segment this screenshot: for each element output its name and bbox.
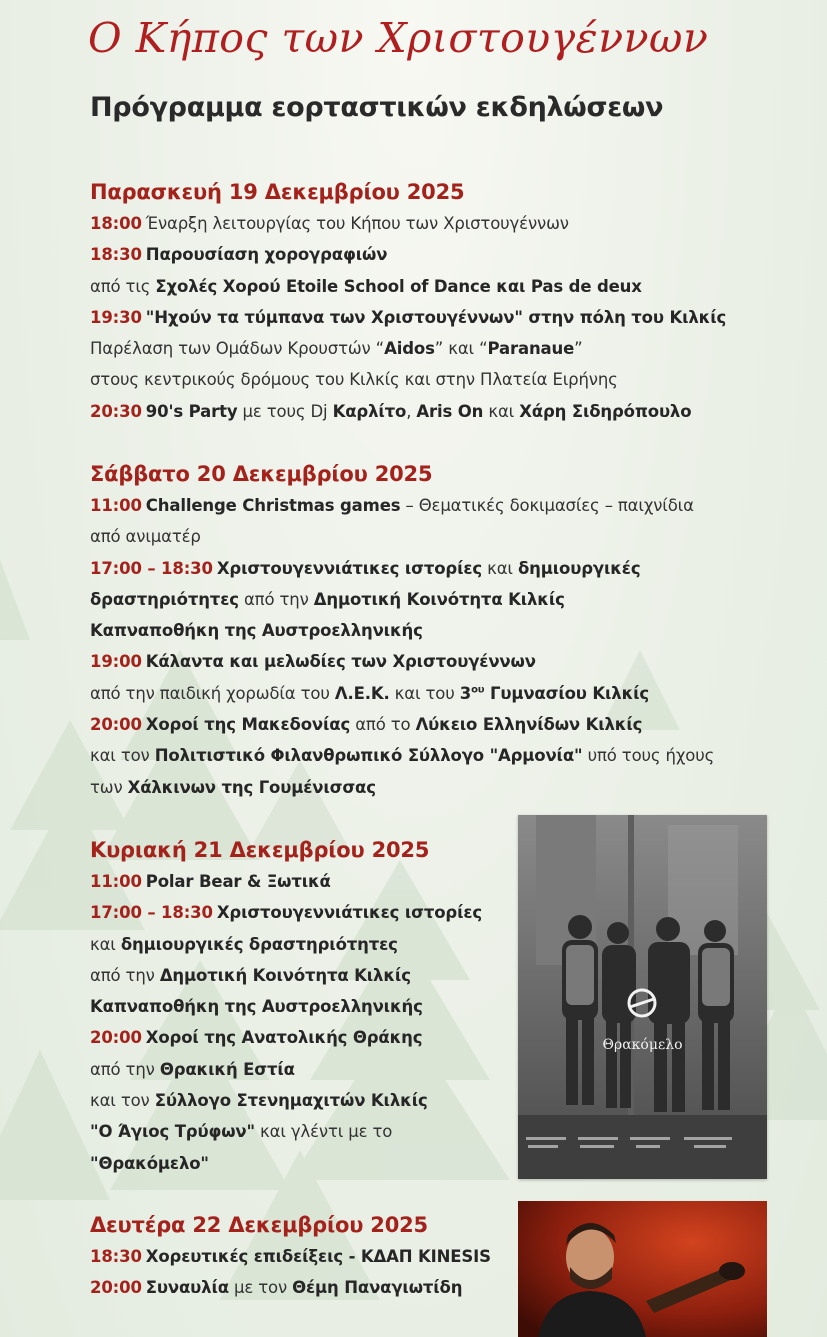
singer-photo-illustration	[518, 1201, 767, 1337]
event-time: 11:00	[90, 872, 142, 891]
event-text: Λ.Ε.Κ.	[334, 683, 390, 703]
event-text: Aris On	[416, 401, 484, 421]
event-text: Χορευτικές επιδείξεις - ΚΔΑΠ KINESIS	[145, 1247, 491, 1266]
event-text: από το	[350, 715, 416, 735]
event-text: και	[482, 558, 518, 578]
event-line	[90, 490, 714, 521]
day-section-saturday	[90, 459, 714, 803]
day-title: Κυριακή 21 Δεκεμβρίου 2025	[90, 838, 430, 862]
event-text: Δημοτική Κοινότητα Κιλκίς	[313, 589, 565, 609]
event-time: 17:00 – 18:30	[90, 558, 213, 578]
event-line	[90, 1272, 491, 1303]
event-text: Δημοτική Κοινότητα Κιλκίς	[159, 965, 411, 985]
event-text: ,	[406, 401, 417, 421]
event-line	[90, 364, 726, 395]
event-text: στους κεντρικούς δρόμους του Κιλκίς και στην Πλατεία Ειρήνης	[90, 370, 618, 390]
event-text: Γυμνασίου Κιλκίς	[484, 683, 650, 703]
event-text: Καπναποθήκη της Αυστροελληνικής	[90, 621, 423, 641]
event-line	[90, 646, 714, 677]
band-poster-image	[518, 815, 767, 1179]
event-text: Polar Bear & Ξωτικά	[145, 872, 331, 891]
event-text: και τον	[90, 1091, 155, 1111]
event-text: Θρακική Εστία	[159, 1059, 295, 1079]
event-line	[90, 396, 726, 427]
event-time: 18:30	[90, 1247, 142, 1266]
event-text: από την	[90, 1059, 160, 1079]
event-text: Paranaue	[487, 339, 575, 359]
day-section-friday	[90, 177, 726, 427]
event-line	[90, 897, 482, 928]
event-line	[90, 333, 726, 364]
event-time: 17:00 – 18:30	[90, 903, 213, 923]
event-line	[90, 1241, 491, 1272]
event-text: από ανιματέρ	[90, 527, 201, 547]
event-line	[90, 740, 714, 771]
event-line	[90, 866, 482, 897]
day-section-monday	[90, 1210, 491, 1304]
event-time: 20:00	[90, 715, 142, 735]
event-line	[90, 584, 714, 615]
event-time: 19:00	[90, 652, 142, 672]
event-line	[90, 615, 714, 646]
event-text: υπό τους ήχους	[582, 746, 715, 766]
event-text: των	[90, 777, 128, 797]
event-line	[90, 1116, 482, 1147]
event-text: από την παιδική χορωδία του	[90, 683, 335, 703]
event-line	[90, 772, 714, 803]
event-line	[90, 991, 482, 1022]
event-text: ”	[574, 339, 583, 359]
event-line	[90, 709, 714, 740]
event-text: Παρέλαση των Ομάδων Κρουστών “	[90, 339, 385, 359]
event-line	[90, 553, 714, 584]
event-text: Χάρη Σιδηρόπουλο	[519, 401, 692, 421]
event-text: Σχολές Χορού Etoile School of Dance και Pas de deux	[155, 276, 642, 296]
event-text: και	[90, 934, 121, 954]
event-text: δημιουργικές	[517, 558, 641, 578]
event-text: 3	[459, 683, 472, 703]
event-line	[90, 302, 726, 333]
event-text: και	[483, 401, 520, 421]
event-text: με τους Dj	[237, 401, 333, 421]
event-text: Θέμη Παναγιωτίδη	[292, 1278, 463, 1298]
event-time: 20:00	[90, 1028, 142, 1048]
event-text: "Θρακόμελο"	[90, 1153, 209, 1173]
event-text: και τον	[90, 746, 155, 766]
event-line	[90, 521, 714, 552]
event-text: Χοροί της Ανατολικής Θράκης	[145, 1028, 423, 1048]
event-text: Aidos	[384, 339, 435, 359]
day-title: Σάββατο 20 Δεκεμβρίου 2025	[90, 462, 433, 486]
event-text: Έναρξη λειτουργίας του Κήπου των Χριστουγέννων	[145, 214, 569, 233]
event-text: Σύλλογο Στενημαχιτών Κιλκίς	[154, 1091, 428, 1111]
event-text: Πολιτιστικό Φιλανθρωπικό Σύλλογο "Αρμονία"	[154, 746, 583, 766]
event-text: από τις	[90, 276, 156, 296]
event-line	[90, 1085, 482, 1116]
event-line	[90, 960, 482, 991]
day-section-sunday	[90, 835, 482, 1179]
event-text: Χάλκινων της Γουμένισσας	[127, 777, 376, 797]
event-line	[90, 271, 726, 302]
event-line	[90, 239, 726, 270]
day-title: Δευτέρα 22 Δεκεμβρίου 2025	[90, 1213, 428, 1237]
event-time: 11:00	[90, 496, 142, 515]
event-text: ” και “	[434, 339, 488, 359]
event-line	[90, 678, 714, 709]
event-text: – Θεματικές δοκιμασίες – παιχνίδια	[400, 496, 694, 515]
event-time: 19:30	[90, 307, 142, 327]
event-time: 20:30	[90, 401, 142, 421]
event-text: Κάλαντα και μελωδίες των Χριστουγέννων	[145, 652, 536, 672]
ordinal-superscript: ου	[471, 684, 485, 696]
event-text: Καπναποθήκη της Αυστροελληνικής	[90, 997, 423, 1017]
event-text: Παρουσίαση χορογραφιών	[145, 245, 388, 265]
event-line	[90, 1022, 482, 1053]
event-time: 20:00	[90, 1278, 142, 1298]
event-text: "Ο Άγιος Τρύφων"	[90, 1122, 255, 1142]
event-line	[90, 1148, 482, 1179]
event-text: 90's Party	[145, 401, 238, 421]
event-text: με τον	[228, 1278, 293, 1298]
event-text: και του	[389, 683, 460, 703]
event-text: Χριστουγεννιάτικες ιστορίες	[216, 903, 483, 923]
event-text: και γλέντι με το	[254, 1122, 393, 1142]
event-line	[90, 208, 726, 239]
event-line	[90, 1054, 482, 1085]
event-text: δημιουργικές δραστηριότητες	[120, 934, 398, 954]
event-text: από την	[238, 589, 314, 609]
day-title: Παρασκευή 19 Δεκεμβρίου 2025	[90, 180, 465, 204]
event-text: Challenge Christmas games	[145, 496, 401, 515]
event-text: δραστηριότητες	[90, 589, 239, 609]
event-line	[90, 929, 482, 960]
event-time: 18:30	[90, 245, 142, 265]
page-subtitle: Πρόγραμμα εορταστικών εκδηλώσεων	[90, 92, 664, 123]
event-time: 18:00	[90, 214, 142, 233]
event-text: Χριστουγεννιάτικες ιστορίες	[216, 558, 483, 578]
page-title: Ο Κήπος των Χριστουγέννων	[88, 14, 709, 62]
event-text: Καρλίτο	[332, 401, 407, 421]
event-text: "Ηχούν τα τύμπανα των Χριστουγέννων" στην πόλη του Κιλκίς	[145, 307, 727, 327]
event-text: Συναυλία	[145, 1278, 229, 1298]
singer-image	[518, 1201, 767, 1337]
event-text: από την	[90, 965, 160, 985]
event-text: Χοροί της Μακεδονίας	[145, 715, 351, 735]
band-name-caption: Θρακόμελο	[602, 1037, 683, 1053]
band-photo-illustration	[518, 815, 767, 1179]
event-text: Λύκειο Ελληνίδων Κιλκίς	[415, 715, 643, 735]
